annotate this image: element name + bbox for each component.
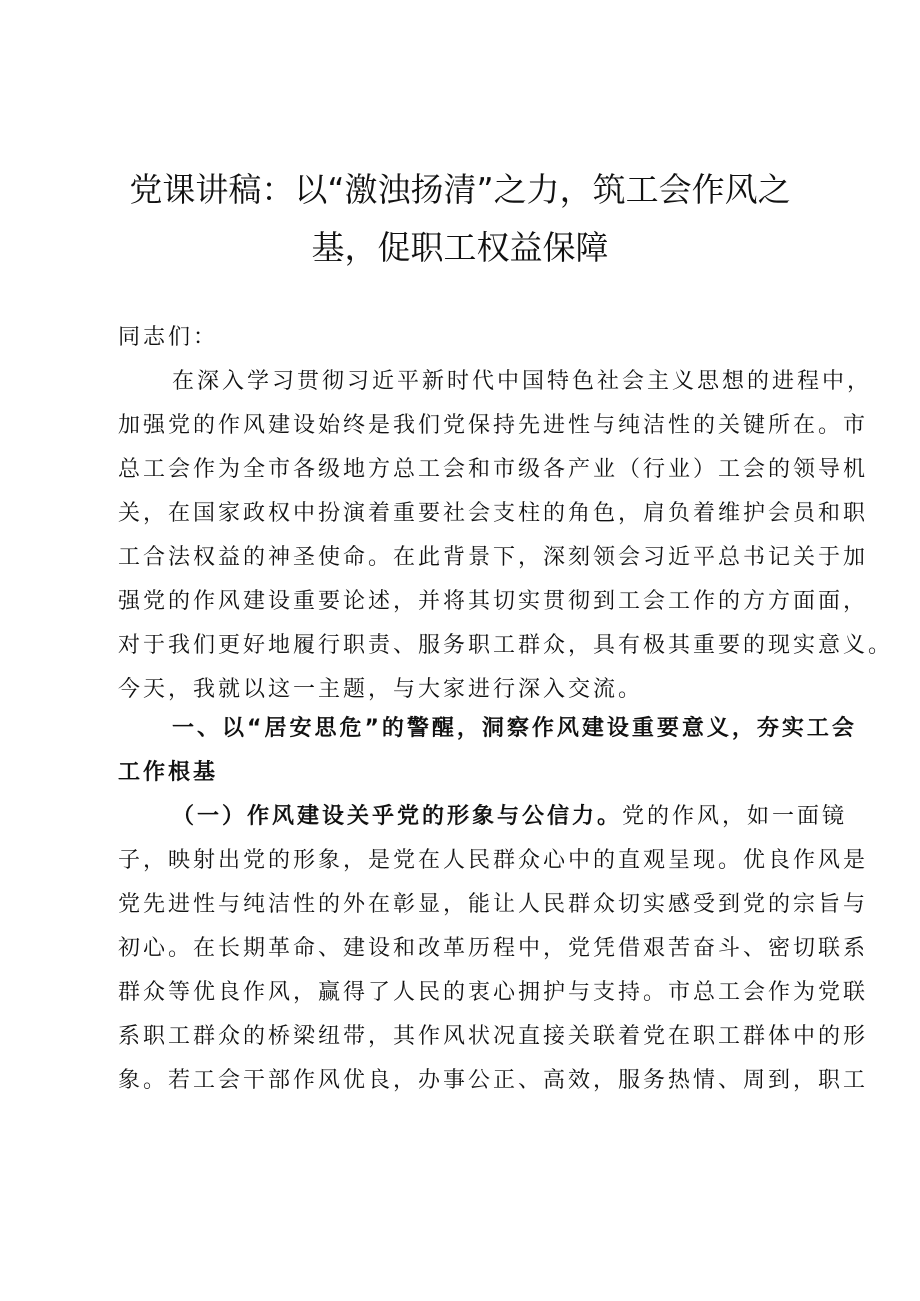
section-heading-line-2: 工作根基 bbox=[118, 760, 219, 785]
intro-line: 强党的作风建设重要论述，并将其切实贯彻到工会工作的方方面面， bbox=[118, 589, 869, 614]
body-line: 象。若工会干部作风优良，办事公正、高效，服务热情、周到，职工 bbox=[118, 1068, 869, 1093]
body-line: 子，映射出党的形象，是党在人民群众心中的直观呈现。优良作风是 bbox=[118, 848, 869, 873]
body-line: 系职工群众的桥梁纽带，其作风状况直接关联着党在职工群体中的形 bbox=[118, 1024, 869, 1049]
subsection-first-line bbox=[172, 802, 847, 832]
subsection-heading: （一）作风建设关乎党的形象与公信力。 bbox=[172, 804, 623, 829]
body-line: 初心。在长期革命、建设和改革历程中，党凭借艰苦奋斗、密切联系 bbox=[118, 936, 869, 961]
document-title-line-2: 基，促职工权益保障 bbox=[311, 228, 609, 267]
intro-line: 总工会作为全市各级地方总工会和市级各产业（行业）工会的领导机 bbox=[118, 457, 869, 482]
body-line: 群众等优良作风，赢得了人民的衷心拥护与支持。市总工会作为党联 bbox=[118, 980, 869, 1005]
intro-line: 工合法权益的神圣使命。在此背景下，深刻领会习近平总书记关于加 bbox=[118, 545, 869, 570]
subsection-first-line-text: 党的作风，如一面镜 bbox=[622, 804, 848, 829]
intro-line: 今天，我就以这一主题，与大家进行深入交流。 bbox=[118, 677, 644, 702]
section-heading-line-1: 一、以“居安思危”的警醒，洞察作风建设重要意义，夯实工会 bbox=[172, 716, 857, 741]
intro-line: 加强党的作风建设始终是我们党保持先进性与纯洁性的关键所在。市 bbox=[118, 413, 869, 438]
document-title-line-1: 党课讲稿：以“激浊扬清”之力，筑工会作风之 bbox=[129, 170, 791, 209]
intro-line: 在深入学习贯彻习近平新时代中国特色社会主义思想的进程中， bbox=[172, 369, 873, 394]
salutation: 同志们： bbox=[118, 325, 219, 350]
intro-line: 关，在国家政权中扮演着重要社会支柱的角色，肩负着维护会员和职 bbox=[118, 501, 869, 526]
intro-line: 对于我们更好地履行职责、服务职工群众，具有极其重要的现实意义。 bbox=[118, 633, 894, 658]
body-line: 党先进性与纯洁性的外在彰显，能让人民群众切实感受到党的宗旨与 bbox=[118, 892, 869, 917]
